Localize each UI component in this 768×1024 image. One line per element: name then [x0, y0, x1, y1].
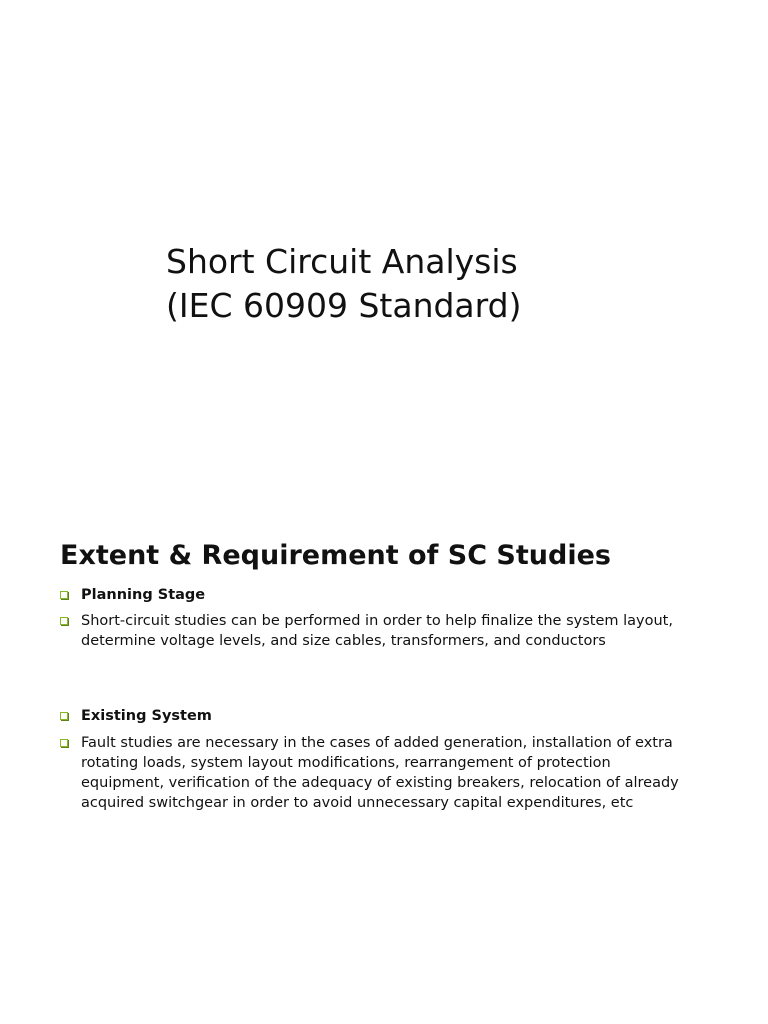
bullet-item-planning-description — [60, 611, 680, 651]
square-bullet-icon — [60, 617, 68, 625]
bullet-text: Planning Stage — [81, 587, 206, 603]
slide-title-line-2: (IEC 60909 Standard) — [166, 286, 522, 325]
section-heading: Extent & Requirement of SC Studies — [60, 540, 611, 571]
content-slide — [0, 512, 768, 1024]
bullet-item-existing-description — [60, 733, 680, 813]
square-bullet-icon — [60, 739, 68, 747]
slide-title-line-1: Short Circuit Analysis — [166, 242, 518, 281]
bullet-text: Existing System — [81, 708, 212, 724]
square-bullet-icon — [60, 591, 68, 599]
slide-title — [166, 240, 726, 328]
bullet-item-planning-stage — [60, 585, 680, 605]
bullet-item-existing-system — [60, 706, 680, 726]
square-bullet-icon — [60, 712, 68, 720]
bullet-text: Fault studies are necessary in the cases of added generation, installation of extra rotating loads, system layout modifications, rearrangement of protection equipment, verification of the adequacy of existing breakers, relocation of already acquired switchgear in order to avoid unnecessary capital expenditures, etc — [81, 735, 679, 811]
bullet-text: Short-circuit studies can be performed in order to help finalize the system layout, determine voltage levels, and size cables, transformers, and conductors — [81, 613, 673, 649]
